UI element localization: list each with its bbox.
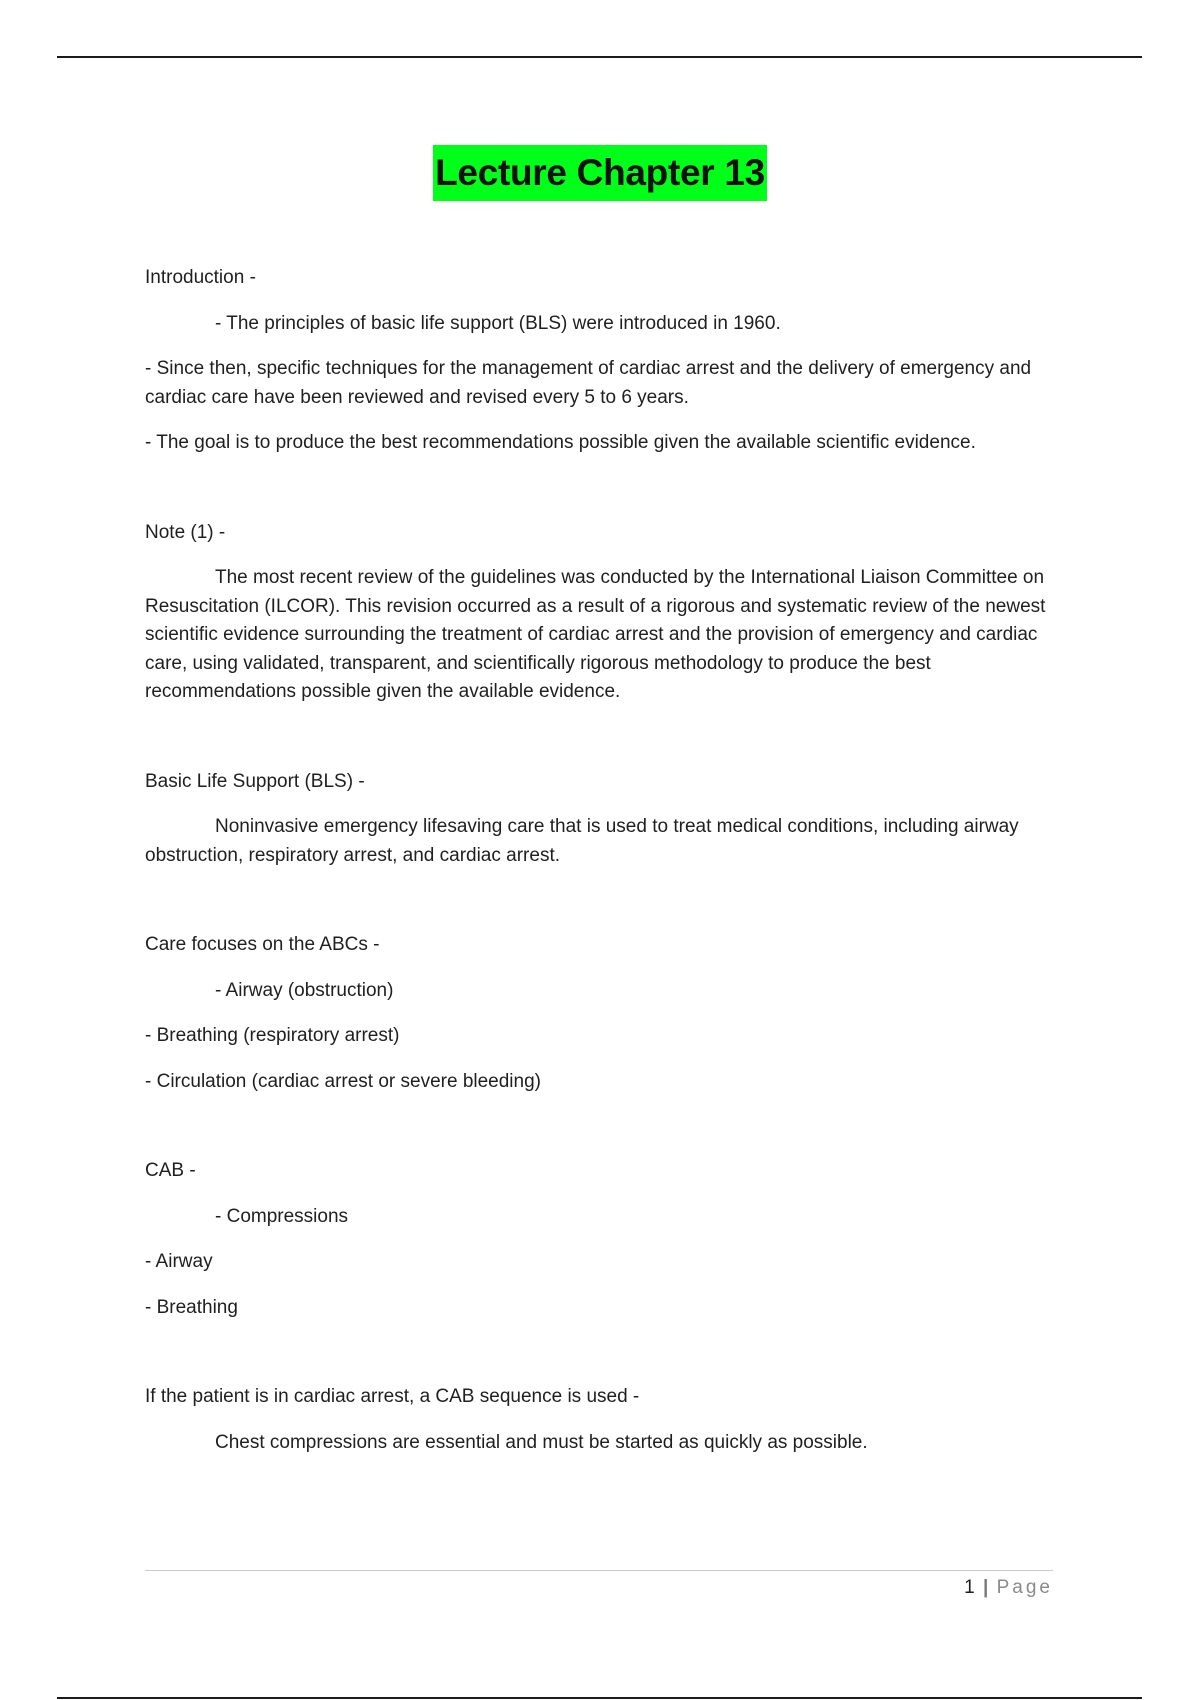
header-rule <box>57 56 1142 58</box>
page-title: Lecture Chapter 13 <box>433 145 767 201</box>
bls-paragraph: Noninvasive emergency lifesaving care that is used to treat medical conditions, including airway obstruction, respiratory arrest, and cardiac arrest. <box>145 816 1019 866</box>
spacer <box>145 1339 1055 1383</box>
list-item: - Airway <box>145 1251 213 1272</box>
list-item: - The goal is to produce the best recommendations possible given the available scientific evidence. <box>145 432 976 453</box>
section-heading-cardiac-arrest: If the patient is in cardiac arrest, a CAB sequence is used - <box>145 1386 640 1407</box>
note-paragraph: The most recent review of the guidelines was conducted by the International Liaison Committee on Resuscitation (ILCOR). This revision occurred as a result of a rigorous and systematic review of the newest scientific evidence surrounding the treatment of cardiac arrest and the provision of emergency and cardiac care, using validated, transparent, and scientifically rigorous methodology to produce the best recommendations possible given the available evidence. <box>145 567 1046 702</box>
page-label: Page <box>996 1577 1053 1598</box>
list-item: - Circulation (cardiac arrest or severe bleeding) <box>145 1070 541 1092</box>
list-item: - Airway (obstruction) <box>215 979 394 1001</box>
spacer <box>145 1113 1055 1157</box>
section-heading-bls: Basic Life Support (BLS) - <box>145 770 365 792</box>
page-number: 1 <box>964 1577 975 1598</box>
title-container <box>0 145 1200 201</box>
section-heading-cab: CAB - <box>145 1160 196 1181</box>
spacer <box>145 475 1055 519</box>
spacer <box>145 724 1055 768</box>
page-footer <box>964 1576 1053 1600</box>
list-item: - Breathing <box>145 1296 238 1318</box>
cardiac-arrest-paragraph: Chest compressions are essential and must be started as quickly as possible. <box>215 1431 868 1453</box>
spacer <box>145 887 1055 931</box>
section-heading-abcs: Care focuses on the ABCs - <box>145 934 380 955</box>
list-item: - Since then, specific techniques for the management of cardiac arrest and the delivery of emergency and cardiac care have been reviewed and revised every 5 to 6 years. <box>145 358 1032 408</box>
section-heading-introduction: Introduction - <box>145 267 256 288</box>
list-item: - The principles of basic life support (BLS) were introduced in 1960. <box>215 312 781 334</box>
footer-separator: | <box>983 1577 989 1598</box>
list-item: - Breathing (respiratory arrest) <box>145 1025 400 1046</box>
footer-rule <box>145 1570 1053 1571</box>
list-item: - Compressions <box>215 1205 349 1227</box>
section-heading-note: Note (1) - <box>145 521 226 543</box>
bottom-rule <box>57 1697 1142 1699</box>
document-body <box>145 264 1055 1474</box>
